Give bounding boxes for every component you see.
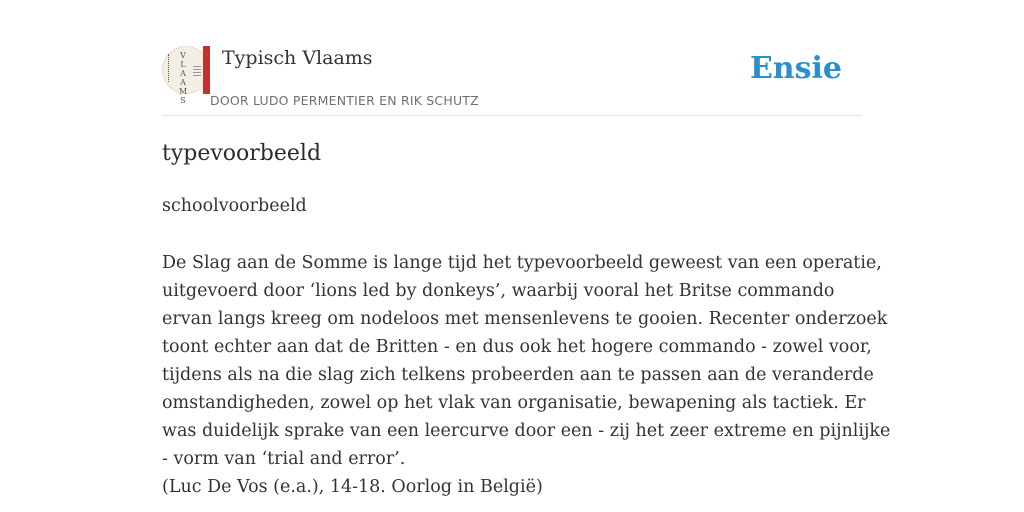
example-line: was duidelijk sprake van een leercurve door een - zij het zeer extreme en pijnlijke	[162, 421, 891, 441]
entry-headword: typevoorbeeld	[162, 141, 322, 166]
cover-letter: V	[180, 51, 186, 60]
cover-accent-stripe	[203, 46, 210, 94]
book-title-link[interactable]: Typisch Vlaams	[222, 47, 373, 69]
cover-dotted-line	[168, 54, 172, 82]
book-author: DOOR LUDO PERMENTIER EN RIK SCHUTZ	[210, 93, 479, 108]
cover-letter: A	[180, 78, 186, 87]
entry-source: (Luc De Vos (e.a.), 14-18. Oorlog in België)	[162, 477, 543, 497]
example-line: De Slag aan de Somme is lange tijd het typevoorbeeld geweest van een operatie,	[162, 253, 882, 273]
example-line: ervan langs kreeg om nodeloos met mensenlevens te gooien. Recenter onderzoek	[162, 309, 888, 329]
cover-letter: L	[180, 60, 186, 69]
example-line: omstandigheden, zowel op het vlak van organisatie, bewapening als tactiek. Er	[162, 393, 866, 413]
example-line: - vorm van ‘trial and error’.	[162, 449, 406, 469]
cover-text-lines	[193, 66, 201, 78]
brand-logo-link[interactable]: Ensie	[749, 51, 842, 86]
cover-letters	[173, 51, 193, 105]
entry-example	[162, 249, 891, 473]
page	[162, 0, 891, 512]
cover-letter: S	[180, 96, 186, 105]
example-line: uitgevoerd door ‘lions led by donkeys’, waarbij vooral het Britse commando	[162, 281, 835, 301]
entry-definition: schoolvoorbeeld	[162, 196, 307, 216]
cover-letter: A	[180, 69, 186, 78]
header	[162, 0, 862, 116]
example-line: toont echter aan dat de Britten - en dus ook het hogere commando - zowel voor,	[162, 337, 872, 357]
cover-letter: M	[178, 87, 188, 96]
book-cover-image[interactable]	[162, 46, 210, 105]
example-line: tijdens als na die slag zich telkens probeerden aan te passen aan de veranderde	[162, 365, 874, 385]
